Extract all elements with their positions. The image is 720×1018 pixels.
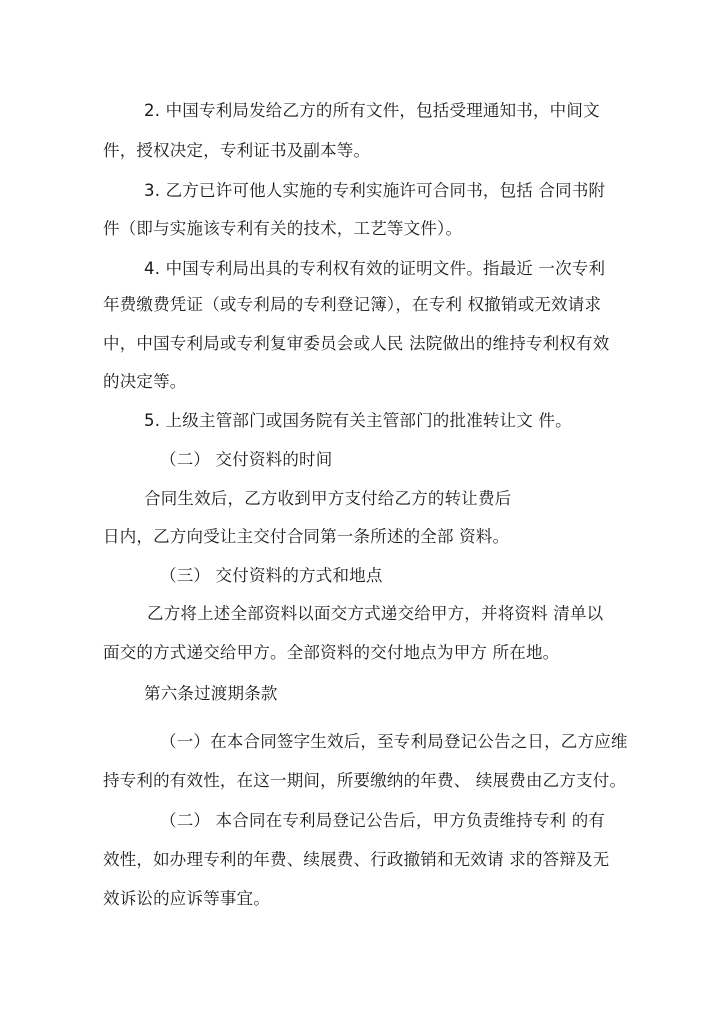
clause-2-line-1: 2. 中国专利局发给乙方的所有文件，包括受理通知书，中间文: [144, 101, 600, 120]
clause-4-line-3: 中，中国专利局或专利复审委员会或人民 法院做出的维持专利权有效: [103, 334, 610, 353]
delivery-method-line-1: 乙方将上述全部资料以面交方式递交给甲方，并将资料 清单以: [147, 604, 604, 623]
delivery-time-line-1: 合同生效后，乙方收到甲方支付给乙方的转让费后: [144, 489, 512, 508]
article-6-item-2-line-2: 效性，如办理专利的年费、续展费、行政撤销和无效请 求的答辩及无: [103, 850, 610, 869]
delivery-method-line-2: 面交的方式递交给甲方。全部资料的交付地点为甲方 所在地。: [103, 643, 560, 662]
clause-4-line-1: 4. 中国专利局出具的专利权有效的证明文件。指最近 一次专利: [144, 259, 606, 278]
delivery-time-line-2: 日内，乙方向受让主交付合同第一条所述的全部 资料。: [103, 527, 510, 546]
clause-3-line-1: 3. 乙方已许可他人实施的专利实施许可合同书，包括 合同书附: [144, 181, 606, 200]
section-heading-delivery-time: （二） 交付资料的时间: [160, 450, 333, 469]
article-6-item-2-line-3: 效诉讼的应诉等事宜。: [103, 889, 270, 908]
clause-4-line-4: 的决定等。: [103, 372, 187, 391]
article-6-item-2-line-1: （二） 本合同在专利局登记公告后，甲方负责维持专利 的有: [160, 811, 606, 830]
clause-3-line-2: 件（即与实施该专利有关的技术，工艺等文件）。: [103, 219, 463, 238]
clause-5-line-1: 5. 上级主管部门或国务院有关主管部门的批准转让文 件。: [144, 411, 572, 430]
article-6-item-1-line-1: （一）在本合同签字生效后，至专利局登记公告之日，乙方应维: [160, 732, 628, 751]
article-6-item-1-line-2: 持专利的有效性，在这一期间，所要缴纳的年费、 续展费由乙方支付。: [103, 771, 627, 790]
article-6-heading: 第六条过渡期条款: [144, 684, 278, 703]
clause-2-line-2: 件，授权决定，专利证书及副本等。: [103, 141, 371, 160]
clause-4-line-2: 年费缴费凭证（或专利局的专利登记簿），在专利 权撤销或无效请求: [103, 295, 602, 314]
section-heading-delivery-method: （三） 交付资料的方式和地点: [160, 566, 383, 585]
